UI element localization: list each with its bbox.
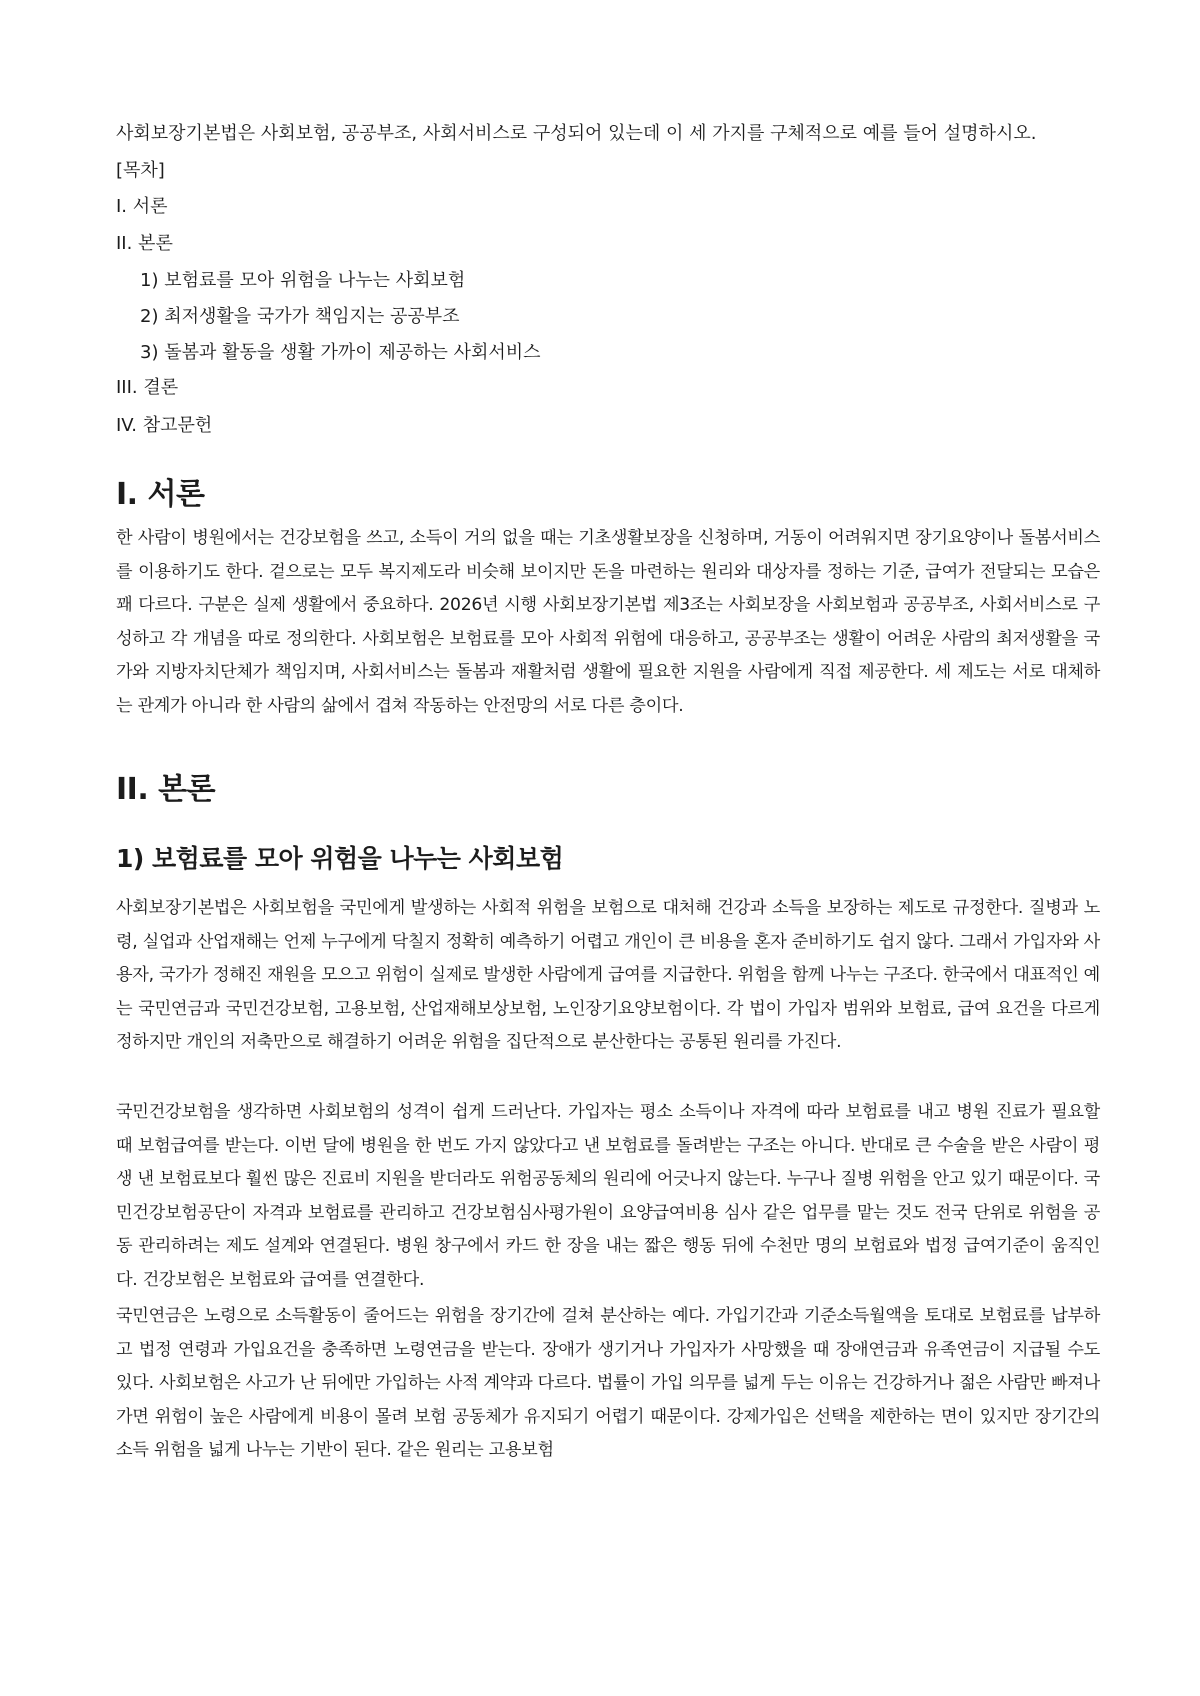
social-insurance-paragraph-2: 국민건강보험을 생각하면 사회보험의 성격이 쉽게 드러난다. 가입자는 평소 소득이나 자격에 따라 보험료를 내고 병원 진료가 필요할 때 보험급여를 받는다. 이번 달에 병원을 한 번도 가지 않았다고 낸 보험료를 돌려받는 구조는 아니다. 반대로 큰 수술을 받은 사람이 평생 낸 보험료보다 훨씬 많은 진료비 지원을 받더라도 위험공동체의 원리에 어긋나지 않는다. 누구나 질병 위험을 안고 있기 때문이다. 국민건강보험공단이 자격과 보험료를 관리하고 건강보험심사평가원이 요양급여비용 심사 같은 업무를 맡는 것도 전국 단위로 위험을 공동 관리하려는 제도 설계와 연결된다. 병원 창구에서 카드 한 장을 내는 짧은 행동 뒤에 수천만 명의 보험료와 법정 급여기준이 움직인다. 건강보험은 보험료와 급여를 연결한다. [116,1102,1100,1290]
social-insurance-paragraph-3: 국민연금은 노령으로 소득활동이 줄어드는 위험을 장기간에 걸쳐 분산하는 예다. 가입기간과 기준소득월액을 토대로 보험료를 납부하고 법정 연령과 가입요건을 충족하면 노령연금을 받는다. 장애가 생기거나 가입자가 사망했을 때 장애연금과 유족연금이 지급될 수도 있다. 사회보험은 사고가 난 뒤에만 가입하는 사적 계약과 다르다. 법률이 가입 의무를 넓게 두는 이유는 건강하거나 젊은 사람만 빠져나가면 위험이 높은 사람에게 비용이 몰려 보험 공동체가 유지되기 어렵기 때문이다. 강제가입은 선택을 제한하는 면이 있지만 장기간의 소득 위험을 넓게 나누는 기반이 된다. 같은 원리는 고용보험 [116,1306,1100,1461]
intro-paragraph: 한 사람이 병원에서는 건강보험을 쓰고, 소득이 거의 없을 때는 기초생활보장을 신청하며, 거동이 어려워지면 장기요양이나 돌봄서비스를 이용하기도 한다. 겉으로는 모두 복지제도라 비슷해 보이지만 돈을 마련하는 원리와 대상자를 정하는 기준, 급여가 전달되는 모습은 꽤 다르다. 구분은 실제 생활에서 중요하다. 2026년 시행 사회보장기본법 제3조는 사회보장을 사회보험과 공공부조, 사회서비스로 구성하고 각 개념을 따로 정의한다. 사회보험은 보험료를 모아 사회적 위험에 대응하고, 공공부조는 생활이 어려운 사람의 최저생활을 국가와 지방자치단체가 책임지며, 사회서비스는 돌봄과 재활처럼 생활에 필요한 지원을 사람에게 직접 제공한다. 세 제도는 서로 대체하는 관계가 아니라 한 사람의 삶에서 겹쳐 작동하는 안전망의 서로 다른 층이다. [116,528,1100,716]
section-heading-body: II. 본론 [116,772,216,807]
toc-item-intro: I. 서론 [116,196,168,217]
toc-item-references: IV. 참고문헌 [116,415,213,436]
toc-item-conclusion: III. 결론 [116,377,179,398]
section-heading-intro: I. 서론 [116,477,205,512]
toc-item-body-3: 3) 돌봄과 활동을 생활 가까이 제공하는 사회서비스 [140,342,541,363]
toc-item-body-2: 2) 최저생활을 국가가 책임지는 공공부조 [140,306,460,327]
toc-item-body: II. 본론 [116,233,173,254]
toc-item-body-1: 1) 보험료를 모아 위험을 나누는 사회보험 [140,270,466,291]
toc-label: [목차] [116,160,165,181]
subsection-heading-social-insurance: 1) 보험료를 모아 위험을 나누는 사회보험 [116,844,564,873]
assignment-question: 사회보장기본법은 사회보험, 공공부조, 사회서비스로 구성되어 있는데 이 세 가지를 구체적으로 예를 들어 설명하시오. [116,123,1037,144]
social-insurance-paragraph-1: 사회보장기본법은 사회보험을 국민에게 발생하는 사회적 위험을 보험으로 대처해 건강과 소득을 보장하는 제도로 규정한다. 질병과 노령, 실업과 산업재해는 언제 누구에게 닥칠지 정확히 예측하기 어렵고 개인이 큰 비용을 혼자 준비하기도 쉽지 않다. 그래서 가입자와 사용자, 국가가 정해진 재원을 모으고 위험이 실제로 발생한 사람에게 급여를 지급한다. 위험을 함께 나누는 구조다. 한국에서 대표적인 예는 국민연금과 국민건강보험, 고용보험, 산업재해보상보험, 노인장기요양보험이다. 각 법이 가입자 범위와 보험료, 급여 요건을 다르게 정하지만 개인의 저축만으로 해결하기 어려운 위험을 집단적으로 분산한다는 공통된 원리를 가진다. [116,898,1100,1053]
